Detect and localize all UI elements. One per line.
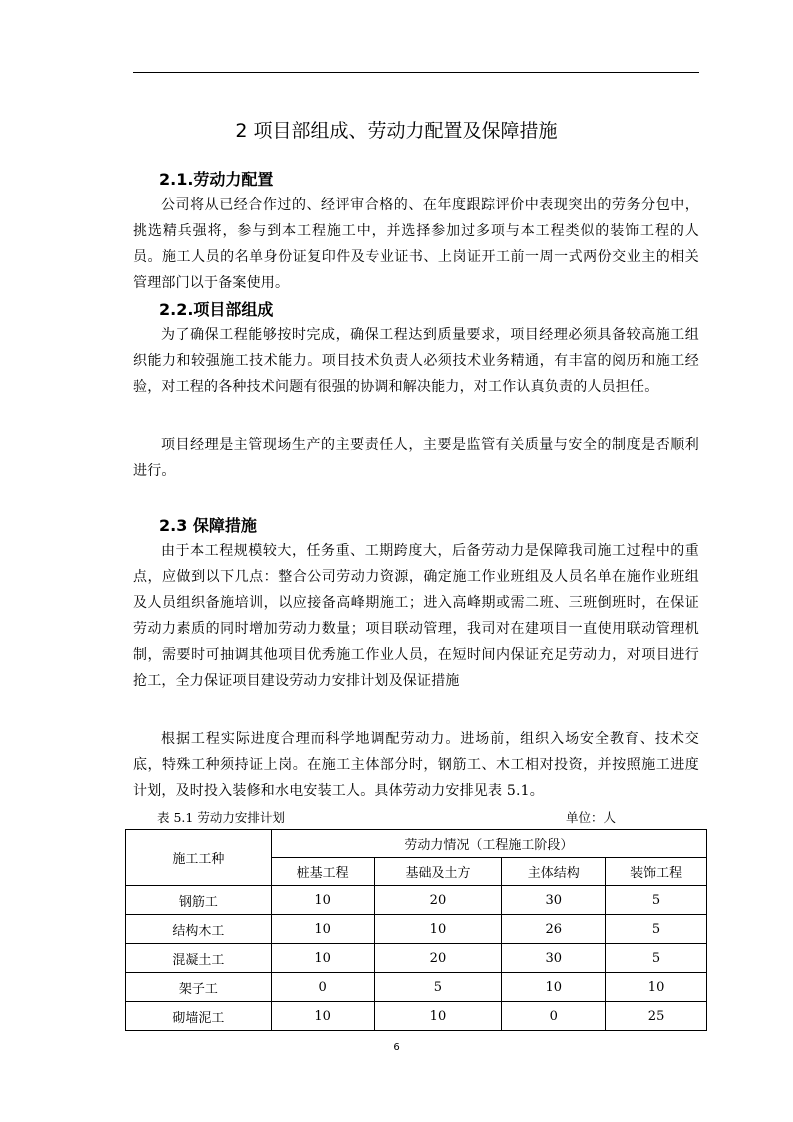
table-cell: 10 [374,1002,502,1031]
table-cell-trade: 架子工 [126,973,272,1002]
table-row [126,944,707,973]
table-cell: 25 [606,1002,707,1031]
table-column-header: 装饰工程 [606,858,707,886]
table-unit: 单位：人 [566,810,617,825]
table-cell: 30 [502,944,606,973]
paragraph-guarantee-1: 由于本工程规模较大，任务重、工期跨度大，后备劳动力是保障我司施工过程中的重点，应做到以下几点：整合公司劳动力资源，确定施工作业班组及人员名单在施作业班组及人员组织备施培训，以应接备高峰期施工；进入高峰期或需二班、三班倒班时，在保证劳动力素质的同时增加劳动力数量；项目联动管理，我司对在建项目一直使用联动管理机制，需要时可抽调其他项目优秀施工作业人员，在短时间内保证充足劳动力，对项目进行抢工，全力保证项目建设劳动力安排计划及保证措施 [133,543,699,689]
section-heading-guarantee: 2.3 保障措施 [159,516,257,535]
labor-plan-table [125,829,707,1031]
table-cell: 10 [606,973,707,1002]
section-heading-project-team: 2.2.项目部组成 [159,300,274,319]
table-cell: 10 [271,944,374,973]
table-column-header: 桩基工程 [271,858,374,886]
paragraph-project-team-1: 为了确保工程能够按时完成，确保工程达到质量要求，项目经理必须具备较高施工组织能力和较强施工技术能力。项目技术负责人必须技术业务精通，有丰富的阅历和施工经验，对工程的各种技术问题有很强的协调和解决能力，对工作认真负责的人员担任。 [133,327,699,395]
table-cell-trade: 结构木工 [126,915,272,944]
section-heading-labor-allocation: 2.1.劳动力配置 [159,170,274,189]
table-cell: 5 [606,944,707,973]
table-cell: 10 [271,886,374,915]
table-cell: 10 [374,915,502,944]
table-cell: 20 [374,944,502,973]
table-cell-trade: 砌墙泥工 [126,1002,272,1031]
table-cell: 5 [606,915,707,944]
table-cell: 0 [502,1002,606,1031]
table-cell: 30 [502,886,606,915]
paragraph-labor-allocation: 公司将从已经合作过的、经评审合格的、在年度跟踪评价中表现突出的劳务分包中，挑选精兵强将，参与到本工程施工中，并选择参加过多项与本工程类似的装饰工程的人员。施工人员的名单身份证复印件及专业证书、上岗证开工前一周一式两份交业主的相关管理部门以于备案使用。 [133,197,699,291]
table-row [126,915,707,944]
table-cell: 0 [271,973,374,1002]
table-cell: 5 [606,886,707,915]
table-row [126,1002,707,1031]
table-cell-trade: 钢筋工 [126,886,272,915]
header-rule [133,72,699,73]
paragraph-guarantee-2: 根据工程实际进度合理而科学地调配劳动力。进场前，组织入场安全教育、技术交底，特殊工种须持证上岗。在施工主体部分时，钢筋工、木工相对投资，并按照施工进度计划，及时投入装修和水电安装工人。具体劳动力安排见表 5.1。 [133,731,699,799]
table-group-header: 劳动力情况（工程施工阶段） [271,830,706,858]
table-column-header: 主体结构 [502,858,606,886]
table-column-header: 基础及土方 [374,858,502,886]
page-number: 6 [393,1042,400,1053]
table-cell: 20 [374,886,502,915]
table-row [126,886,707,915]
table-caption: 表 5.1 劳动力安排计划 [157,810,285,825]
table-cell: 10 [502,973,606,1002]
table-cell: 10 [271,915,374,944]
table-row [126,973,707,1002]
table-cell: 5 [374,973,502,1002]
table-row-header: 施工工种 [126,830,272,886]
page-title: 2 项目部组成、劳动力配置及保障措施 [235,120,558,142]
table-cell-trade: 混凝土工 [126,944,272,973]
table-cell: 26 [502,915,606,944]
paragraph-project-team-2: 项目经理是主管现场生产的主要责任人，主要是监管有关质量与安全的制度是否顺利进行。 [133,437,699,479]
table-cell: 10 [271,1002,374,1031]
